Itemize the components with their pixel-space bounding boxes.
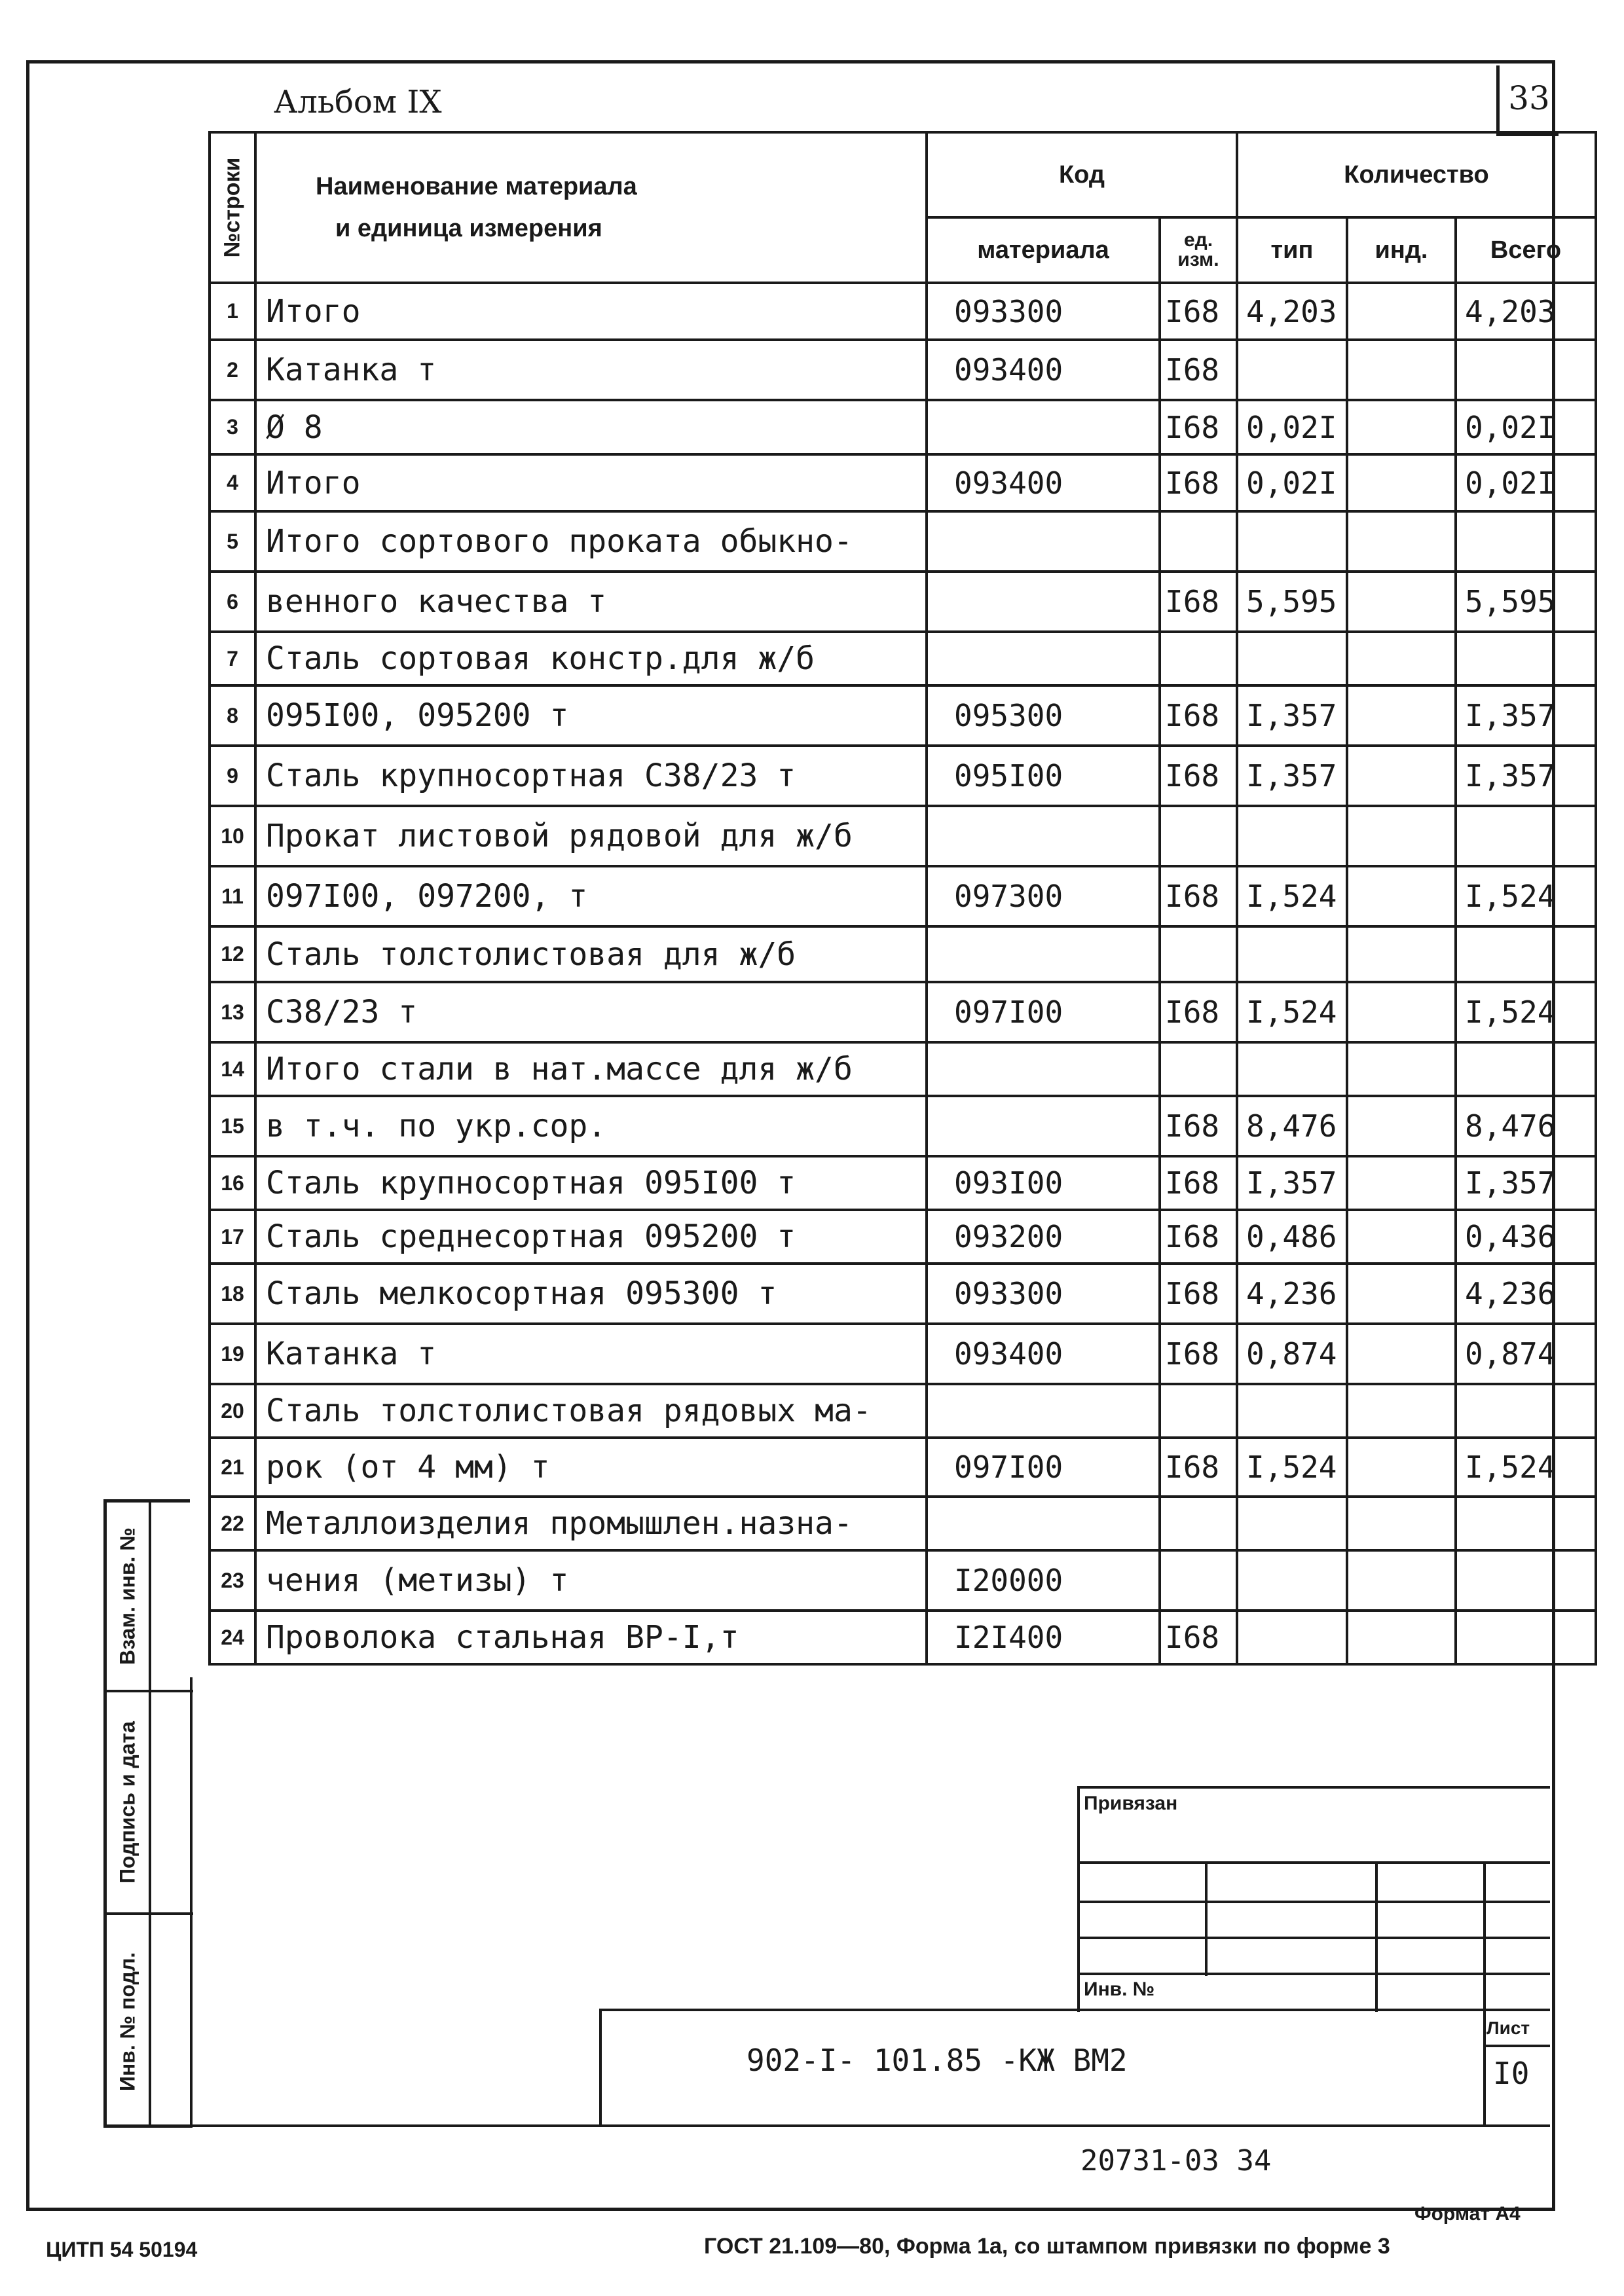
material-code-cell: I20000	[927, 1550, 1160, 1611]
header-code-unit: ед. изм.	[1160, 217, 1237, 283]
qty-total-cell: 0,436	[1456, 1210, 1596, 1264]
table-row	[210, 1210, 1596, 1264]
qty-type-cell	[1237, 1611, 1347, 1664]
qty-ind-cell	[1347, 1550, 1456, 1611]
material-code-cell	[927, 632, 1160, 685]
table-row	[210, 1438, 1596, 1497]
material-code-cell	[927, 1497, 1160, 1550]
material-code-cell	[927, 1096, 1160, 1156]
qty-type-cell: 4,203	[1237, 283, 1347, 340]
material-name-cell: Сталь толстолистовая рядовых ма-	[255, 1384, 927, 1438]
header-qty-type: тип	[1237, 217, 1347, 283]
qty-type-cell	[1237, 340, 1347, 400]
qty-total-cell: I,357	[1456, 746, 1596, 806]
unit-code-cell	[1160, 806, 1237, 866]
qty-ind-cell	[1347, 1210, 1456, 1264]
sheet-number: I0	[1493, 2056, 1530, 2091]
side-stamp-right-line	[190, 1677, 193, 2128]
material-name-cell: Катанка т	[255, 340, 927, 400]
qty-ind-cell	[1347, 1042, 1456, 1096]
sheet-label: Лист	[1486, 2018, 1530, 2038]
material-name-cell: Итого стали в нат.массе для ж/б	[255, 1042, 927, 1096]
table-row	[210, 866, 1596, 926]
material-code-cell	[927, 926, 1160, 982]
qty-ind-cell	[1347, 632, 1456, 685]
table-row	[210, 1042, 1596, 1096]
row-number-cell: 22	[210, 1497, 255, 1550]
material-code-cell	[927, 1384, 1160, 1438]
page-number: 33	[1496, 65, 1559, 136]
material-code-cell: 095300	[927, 685, 1160, 746]
header-qty-ind: инд.	[1347, 217, 1456, 283]
qty-total-cell: I,524	[1456, 866, 1596, 926]
qty-total-cell: 8,476	[1456, 1096, 1596, 1156]
row-number-cell: 23	[210, 1550, 255, 1611]
row-number-cell: 3	[210, 400, 255, 454]
unit-code-cell: I68	[1160, 400, 1237, 454]
table-row	[210, 1096, 1596, 1156]
material-code-cell: 097I00	[927, 982, 1160, 1042]
qty-ind-cell	[1347, 1438, 1456, 1497]
qty-type-cell	[1237, 1042, 1347, 1096]
material-name-cell: Сталь среднесортная 095200 т	[255, 1210, 927, 1264]
qty-type-cell	[1237, 1550, 1347, 1611]
material-name-cell: С38/23 т	[255, 982, 927, 1042]
inv-label: Инв. №	[1084, 1978, 1155, 2000]
material-code-cell	[927, 806, 1160, 866]
material-name-cell: Прокат листовой рядовой для ж/б	[255, 806, 927, 866]
material-name-cell: чения (метизы) т	[255, 1550, 927, 1611]
table-row	[210, 806, 1596, 866]
unit-code-cell	[1160, 926, 1237, 982]
material-name-cell: Катанка т	[255, 1324, 927, 1384]
qty-type-cell: I,524	[1237, 1438, 1347, 1497]
material-name-cell: Металлоизделия промышлен.назна-	[255, 1497, 927, 1550]
row-number-cell: 15	[210, 1096, 255, 1156]
qty-ind-cell	[1347, 1096, 1456, 1156]
material-code-cell	[927, 1042, 1160, 1096]
material-code-cell	[927, 511, 1160, 572]
side-cell-original	[107, 1915, 193, 2128]
material-code-cell	[927, 400, 1160, 454]
drawing-designation: 902-I- 101.85 -КЖ ВМ2	[747, 2043, 1128, 2078]
row-number-cell: 17	[210, 1210, 255, 1264]
qty-total-cell: 5,595	[1456, 572, 1596, 632]
material-name-cell: Проволока стальная ВР-I,т	[255, 1611, 927, 1664]
header-qty-total: Всего	[1456, 217, 1596, 283]
table-row	[210, 454, 1596, 511]
table-row	[210, 1550, 1596, 1611]
qty-total-cell: I,524	[1456, 982, 1596, 1042]
side-stamp	[103, 1499, 190, 2128]
qty-ind-cell	[1347, 572, 1456, 632]
qty-total-cell: I,357	[1456, 1156, 1596, 1210]
qty-total-cell	[1456, 1497, 1596, 1550]
unit-code-cell: I68	[1160, 1438, 1237, 1497]
unit-code-cell: I68	[1160, 982, 1237, 1042]
material-name-cell: венного качества т	[255, 572, 927, 632]
album-title: Альбом IX	[274, 84, 442, 120]
material-code-cell	[927, 572, 1160, 632]
unit-code-cell: I68	[1160, 866, 1237, 926]
table-row	[210, 746, 1596, 806]
qty-type-cell: I,524	[1237, 866, 1347, 926]
archive-number: 20731-03 34	[1080, 2144, 1272, 2178]
unit-code-cell: I68	[1160, 1156, 1237, 1210]
unit-code-cell	[1160, 511, 1237, 572]
qty-total-cell	[1456, 1550, 1596, 1611]
qty-ind-cell	[1347, 511, 1456, 572]
material-code-cell: 093300	[927, 1264, 1160, 1324]
row-number-cell: 2	[210, 340, 255, 400]
material-name-cell: Сталь мелкосортная 095300 т	[255, 1264, 927, 1324]
gost-reference: ГОСТ 21.109—80, Форма 1а, со штампом привязки по форме 3	[704, 2234, 1390, 2259]
row-number-cell: 16	[210, 1156, 255, 1210]
qty-total-cell: 4,203	[1456, 283, 1596, 340]
qty-total-cell	[1456, 340, 1596, 400]
row-number-cell: 8	[210, 685, 255, 746]
header-row-number: №строки	[210, 132, 255, 283]
material-code-cell: 093300	[927, 283, 1160, 340]
qty-total-cell: 0,02I	[1456, 454, 1596, 511]
unit-code-cell	[1160, 632, 1237, 685]
header-code-material: материала	[927, 217, 1160, 283]
material-name-cell: Сталь крупносортная С38/23 т	[255, 746, 927, 806]
material-name-cell: Ø 8	[255, 400, 927, 454]
qty-total-cell	[1456, 511, 1596, 572]
qty-type-cell: I,357	[1237, 685, 1347, 746]
table-row	[210, 685, 1596, 746]
material-code-cell: 095I00	[927, 746, 1160, 806]
material-name-cell: Сталь сортовая констр.для ж/б	[255, 632, 927, 685]
row-number-cell: 5	[210, 511, 255, 572]
material-code-cell: 093400	[927, 1324, 1160, 1384]
unit-code-cell: I68	[1160, 1210, 1237, 1264]
qty-total-cell	[1456, 1042, 1596, 1096]
qty-ind-cell	[1347, 400, 1456, 454]
row-number-cell: 20	[210, 1384, 255, 1438]
row-number-cell: 19	[210, 1324, 255, 1384]
materials-table	[208, 131, 1597, 1666]
qty-ind-cell	[1347, 454, 1456, 511]
qty-ind-cell	[1347, 340, 1456, 400]
row-number-cell: 12	[210, 926, 255, 982]
qty-ind-cell	[1347, 746, 1456, 806]
footer-code: ЦИТП 54 50194	[46, 2238, 198, 2261]
row-number-cell: 1	[210, 283, 255, 340]
material-name-cell: рок (от 4 мм) т	[255, 1438, 927, 1497]
tied-label: Привязан	[1084, 1793, 1178, 1814]
qty-type-cell: 0,02I	[1237, 400, 1347, 454]
table-row	[210, 1611, 1596, 1664]
row-number-cell: 10	[210, 806, 255, 866]
unit-code-cell: I68	[1160, 283, 1237, 340]
qty-type-cell: I,357	[1237, 746, 1347, 806]
unit-code-cell: I68	[1160, 685, 1237, 746]
qty-ind-cell	[1347, 283, 1456, 340]
table-row	[210, 340, 1596, 400]
row-number-cell: 7	[210, 632, 255, 685]
unit-code-cell	[1160, 1550, 1237, 1611]
qty-total-cell: 0,02I	[1456, 400, 1596, 454]
side-label-original: Инв. № подл.	[115, 1952, 139, 2091]
table-row	[210, 1384, 1596, 1438]
material-code-cell: 093200	[927, 1210, 1160, 1264]
qty-type-cell: 5,595	[1237, 572, 1347, 632]
qty-type-cell: 4,236	[1237, 1264, 1347, 1324]
row-number-cell: 18	[210, 1264, 255, 1324]
unit-code-cell: I68	[1160, 572, 1237, 632]
header-material-name: Наименование материала и единица измерения	[255, 132, 927, 283]
material-name-cell: Итого	[255, 454, 927, 511]
unit-code-cell: I68	[1160, 1324, 1237, 1384]
row-number-cell: 14	[210, 1042, 255, 1096]
material-code-cell: 097300	[927, 866, 1160, 926]
header-code: Код	[927, 132, 1237, 217]
material-name-cell: 095I00, 095200 т	[255, 685, 927, 746]
material-code-cell: I2I400	[927, 1611, 1160, 1664]
qty-type-cell	[1237, 926, 1347, 982]
header-quantity: Количество	[1237, 132, 1596, 217]
qty-type-cell: 8,476	[1237, 1096, 1347, 1156]
unit-code-cell	[1160, 1497, 1237, 1550]
qty-ind-cell	[1347, 806, 1456, 866]
table-row	[210, 511, 1596, 572]
qty-ind-cell	[1347, 982, 1456, 1042]
table-row	[210, 926, 1596, 982]
material-name-cell: Итого	[255, 283, 927, 340]
row-number-cell: 6	[210, 572, 255, 632]
qty-type-cell	[1237, 1384, 1347, 1438]
qty-type-cell	[1237, 511, 1347, 572]
side-label-replacement: Взам. инв. №	[115, 1527, 139, 1665]
qty-ind-cell	[1347, 866, 1456, 926]
qty-total-cell: 0,874	[1456, 1324, 1596, 1384]
qty-total-cell: 4,236	[1456, 1264, 1596, 1324]
row-number-cell: 9	[210, 746, 255, 806]
material-name-cell: Сталь толстолистовая для ж/б	[255, 926, 927, 982]
qty-ind-cell	[1347, 1324, 1456, 1384]
table-row	[210, 400, 1596, 454]
material-name-cell: 097I00, 097200, т	[255, 866, 927, 926]
row-number-cell: 21	[210, 1438, 255, 1497]
unit-code-cell: I68	[1160, 1264, 1237, 1324]
qty-type-cell	[1237, 632, 1347, 685]
side-label-signature: Подпись и дата	[115, 1721, 139, 1884]
qty-total-cell: I,524	[1456, 1438, 1596, 1497]
qty-ind-cell	[1347, 1611, 1456, 1664]
row-number-cell: 4	[210, 454, 255, 511]
material-name-cell: Сталь крупносортная 095I00 т	[255, 1156, 927, 1210]
qty-type-cell: I,357	[1237, 1156, 1347, 1210]
qty-total-cell	[1456, 632, 1596, 685]
row-number-cell: 13	[210, 982, 255, 1042]
material-code-cell: 093400	[927, 340, 1160, 400]
side-cell-signature	[107, 1692, 193, 1915]
unit-code-cell: I68	[1160, 746, 1237, 806]
table-row	[210, 283, 1596, 340]
qty-type-cell	[1237, 806, 1347, 866]
qty-type-cell: 0,02I	[1237, 454, 1347, 511]
qty-ind-cell	[1347, 685, 1456, 746]
material-code-cell: 097I00	[927, 1438, 1160, 1497]
table-row	[210, 1156, 1596, 1210]
table-row	[210, 982, 1596, 1042]
qty-ind-cell	[1347, 1156, 1456, 1210]
material-code-cell: 093400	[927, 454, 1160, 511]
table-row	[210, 1264, 1596, 1324]
unit-code-cell: I68	[1160, 1096, 1237, 1156]
qty-ind-cell	[1347, 1384, 1456, 1438]
qty-ind-cell	[1347, 926, 1456, 982]
qty-type-cell: I,524	[1237, 982, 1347, 1042]
table-row	[210, 632, 1596, 685]
qty-total-cell	[1456, 1611, 1596, 1664]
unit-code-cell: I68	[1160, 340, 1237, 400]
qty-total-cell: I,357	[1456, 685, 1596, 746]
unit-code-cell	[1160, 1042, 1237, 1096]
unit-code-cell	[1160, 1384, 1237, 1438]
table-row	[210, 1324, 1596, 1384]
material-name-cell: в т.ч. по укр.сор.	[255, 1096, 927, 1156]
qty-ind-cell	[1347, 1497, 1456, 1550]
qty-total-cell	[1456, 806, 1596, 866]
unit-code-cell: I68	[1160, 454, 1237, 511]
row-number-cell: 24	[210, 1611, 255, 1664]
table-row	[210, 572, 1596, 632]
qty-type-cell: 0,874	[1237, 1324, 1347, 1384]
qty-total-cell	[1456, 926, 1596, 982]
qty-type-cell	[1237, 1497, 1347, 1550]
format-label: Формат А4	[1414, 2203, 1521, 2225]
material-code-cell: 093I00	[927, 1156, 1160, 1210]
qty-total-cell	[1456, 1384, 1596, 1438]
qty-type-cell: 0,486	[1237, 1210, 1347, 1264]
unit-code-cell: I68	[1160, 1611, 1237, 1664]
side-cell-replacement	[107, 1503, 193, 1692]
material-name-cell: Итого сортового проката обыкно-	[255, 511, 927, 572]
row-number-cell: 11	[210, 866, 255, 926]
qty-ind-cell	[1347, 1264, 1456, 1324]
table-row	[210, 1497, 1596, 1550]
